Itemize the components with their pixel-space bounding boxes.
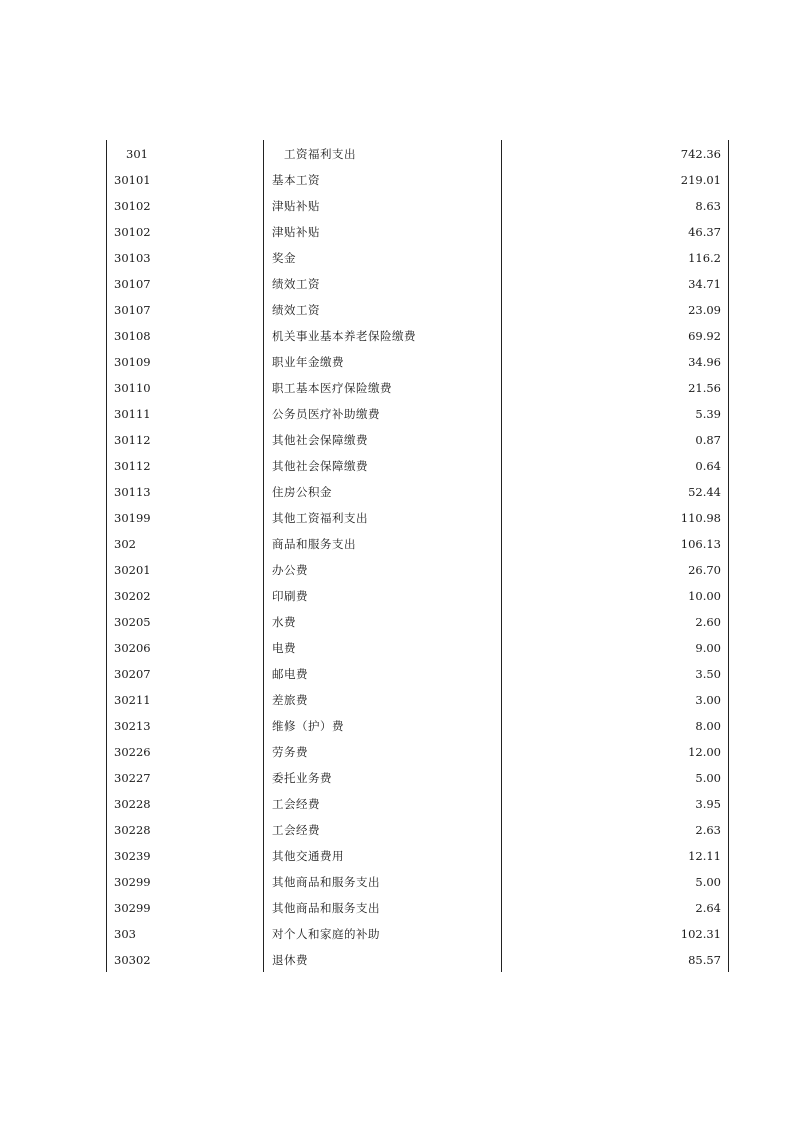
row-code: 30207 — [114, 667, 151, 681]
row-amount: 742.36 — [680, 147, 721, 161]
expenditure-table — [106, 140, 729, 972]
row-name: 商品和服务支出 — [272, 537, 356, 551]
row-name: 其他社会保障缴费 — [272, 433, 368, 447]
row-name: 职业年金缴费 — [272, 355, 344, 369]
row-amount: 2.60 — [695, 615, 721, 629]
row-code: 30302 — [114, 953, 151, 967]
row-name: 奖金 — [272, 251, 296, 265]
row-amount: 3.50 — [695, 667, 721, 681]
row-name: 津贴补贴 — [272, 199, 320, 213]
row-code: 30102 — [114, 199, 151, 213]
table-row — [106, 323, 729, 349]
table-row — [106, 167, 729, 193]
table-row — [106, 713, 729, 739]
row-amount: 8.00 — [695, 719, 721, 733]
table-row — [106, 635, 729, 661]
row-code: 30227 — [114, 771, 151, 785]
row-code: 30107 — [114, 277, 151, 291]
row-name: 住房公积金 — [272, 485, 332, 499]
row-name: 津贴补贴 — [272, 225, 320, 239]
table-row — [106, 739, 729, 765]
row-name: 工资福利支出 — [284, 147, 356, 161]
row-name: 其他交通费用 — [272, 849, 344, 863]
row-amount: 5.00 — [695, 771, 721, 785]
row-code: 30202 — [114, 589, 151, 603]
table-row — [106, 869, 729, 895]
table-row — [106, 297, 729, 323]
row-name: 邮电费 — [272, 667, 308, 681]
table-row — [106, 349, 729, 375]
row-code: 30228 — [114, 823, 151, 837]
row-amount: 106.13 — [680, 537, 721, 551]
row-name: 水费 — [272, 615, 296, 629]
row-amount: 0.87 — [695, 433, 721, 447]
row-amount: 219.01 — [680, 173, 721, 187]
table-row — [106, 843, 729, 869]
table-row — [106, 401, 729, 427]
row-code: 30110 — [114, 381, 151, 395]
row-name: 维修（护）费 — [272, 719, 344, 733]
row-name: 公务员医疗补助缴费 — [272, 407, 380, 421]
row-amount: 12.11 — [688, 849, 721, 863]
row-amount: 23.09 — [688, 303, 721, 317]
row-code: 30226 — [114, 745, 151, 759]
row-code: 30213 — [114, 719, 151, 733]
row-name: 差旅费 — [272, 693, 308, 707]
table-row — [106, 271, 729, 297]
table-row — [106, 375, 729, 401]
table-row — [106, 947, 729, 973]
row-amount: 21.56 — [688, 381, 721, 395]
row-code: 30201 — [114, 563, 151, 577]
row-code: 303 — [114, 927, 136, 941]
row-code: 301 — [126, 147, 148, 161]
row-code: 30211 — [114, 693, 151, 707]
row-code: 30228 — [114, 797, 151, 811]
row-code: 30113 — [114, 485, 151, 499]
row-amount: 116.2 — [688, 251, 721, 265]
row-amount: 85.57 — [688, 953, 721, 967]
table-row — [106, 505, 729, 531]
row-code: 30109 — [114, 355, 151, 369]
row-name: 其他商品和服务支出 — [272, 901, 380, 915]
row-amount: 34.96 — [688, 355, 721, 369]
table-row — [106, 661, 729, 687]
row-name: 基本工资 — [272, 173, 320, 187]
row-amount: 69.92 — [688, 329, 721, 343]
row-name: 其他商品和服务支出 — [272, 875, 380, 889]
row-code: 30299 — [114, 875, 151, 889]
row-amount: 2.64 — [695, 901, 721, 915]
row-name: 机关事业基本养老保险缴费 — [272, 329, 416, 343]
table-row — [106, 895, 729, 921]
row-amount: 102.31 — [680, 927, 721, 941]
table-row — [106, 193, 729, 219]
table-row — [106, 557, 729, 583]
row-amount: 5.00 — [695, 875, 721, 889]
table-row — [106, 791, 729, 817]
row-name: 工会经费 — [272, 797, 320, 811]
row-code: 30206 — [114, 641, 151, 655]
row-amount: 0.64 — [695, 459, 721, 473]
row-name: 印刷费 — [272, 589, 308, 603]
table-row — [106, 245, 729, 271]
row-code: 30299 — [114, 901, 151, 915]
table-row — [106, 141, 729, 167]
row-code: 30107 — [114, 303, 151, 317]
row-name: 委托业务费 — [272, 771, 332, 785]
row-name: 绩效工资 — [272, 303, 320, 317]
row-code: 30112 — [114, 459, 151, 473]
table-row — [106, 921, 729, 947]
table-row — [106, 687, 729, 713]
row-code: 30205 — [114, 615, 151, 629]
table-row — [106, 531, 729, 557]
row-code: 30239 — [114, 849, 151, 863]
row-code: 30111 — [114, 407, 151, 421]
row-code: 30112 — [114, 433, 151, 447]
row-name: 办公费 — [272, 563, 308, 577]
row-amount: 9.00 — [695, 641, 721, 655]
row-code: 30199 — [114, 511, 151, 525]
row-amount: 8.63 — [695, 199, 721, 213]
row-name: 工会经费 — [272, 823, 320, 837]
row-name: 退休费 — [272, 953, 308, 967]
table-row — [106, 765, 729, 791]
row-name: 其他工资福利支出 — [272, 511, 368, 525]
row-amount: 34.71 — [688, 277, 721, 291]
table-row — [106, 219, 729, 245]
row-amount: 5.39 — [695, 407, 721, 421]
row-amount: 3.95 — [695, 797, 721, 811]
row-amount: 26.70 — [688, 563, 721, 577]
row-amount: 10.00 — [688, 589, 721, 603]
row-name: 对个人和家庭的补助 — [272, 927, 380, 941]
row-amount: 110.98 — [680, 511, 721, 525]
row-amount: 3.00 — [695, 693, 721, 707]
row-code: 30103 — [114, 251, 151, 265]
row-name: 其他社会保障缴费 — [272, 459, 368, 473]
table-row — [106, 817, 729, 843]
row-amount: 12.00 — [688, 745, 721, 759]
row-code: 30102 — [114, 225, 151, 239]
row-code: 30101 — [114, 173, 151, 187]
table-row — [106, 583, 729, 609]
row-name: 职工基本医疗保险缴费 — [272, 381, 392, 395]
table-row — [106, 427, 729, 453]
table-row — [106, 609, 729, 635]
row-amount: 52.44 — [688, 485, 721, 499]
row-amount: 46.37 — [688, 225, 721, 239]
table-row — [106, 479, 729, 505]
row-name: 劳务费 — [272, 745, 308, 759]
row-name: 电费 — [272, 641, 296, 655]
row-code: 302 — [114, 537, 136, 551]
row-amount: 2.63 — [695, 823, 721, 837]
row-code: 30108 — [114, 329, 151, 343]
row-name: 绩效工资 — [272, 277, 320, 291]
table-row — [106, 453, 729, 479]
